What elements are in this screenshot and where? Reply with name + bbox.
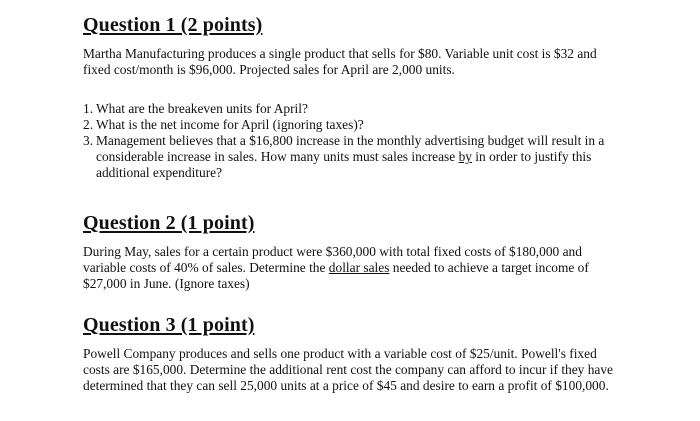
underlined-word: by [458, 149, 472, 164]
list-item-number: 3. [83, 133, 94, 148]
question-1-heading: Question 1 (2 points) [83, 14, 263, 36]
question-1-list [83, 101, 623, 181]
question-2-text-start: During May, sales for a certain product were $360,000 with total fixed costs of $180,000 and variable costs of 40% of sales. Determine the [83, 244, 582, 275]
list-item-text: What are the breakeven units for April? [96, 101, 308, 116]
question-3-heading: Question 3 (1 point) [83, 314, 255, 336]
list-item-text-end: in order to justify this additional expenditure? [96, 149, 592, 180]
list-item-number: 1. [83, 101, 94, 116]
list-item [83, 117, 623, 133]
question-2-heading: Question 2 (1 point) [83, 212, 255, 234]
list-item [83, 133, 623, 181]
underlined-phrase: dollar sales [328, 260, 390, 275]
list-item-text: Management believes that a $16,800 increase in the monthly advertising budget will result in a considerable increase in sales. How many units must sales increase [96, 133, 605, 164]
question-3-text: Powell Company produces and sells one product with a variable cost of $25/unit. Powell's fixed costs are $165,000. Determine the additional rent cost the company can afford to incur if they have determined that they can sell 25,000 units at a price of $45 and desire to earn a profit of $100,000. [83, 346, 613, 393]
question-2-text-end: needed to achieve a target income of $27,000 in June. (Ignore taxes) [83, 260, 589, 291]
question-2-text [83, 244, 623, 292]
question-1-intro: Martha Manufacturing produces a single product that sells for $80. Variable unit cost is $32 and fixed cost/month is $96,000. Projected sales for April are 2,000 units. [83, 46, 597, 77]
list-item-number: 2. [83, 117, 94, 132]
list-item [83, 101, 623, 117]
list-item-text: What is the net income for April (ignoring taxes)? [96, 117, 364, 132]
